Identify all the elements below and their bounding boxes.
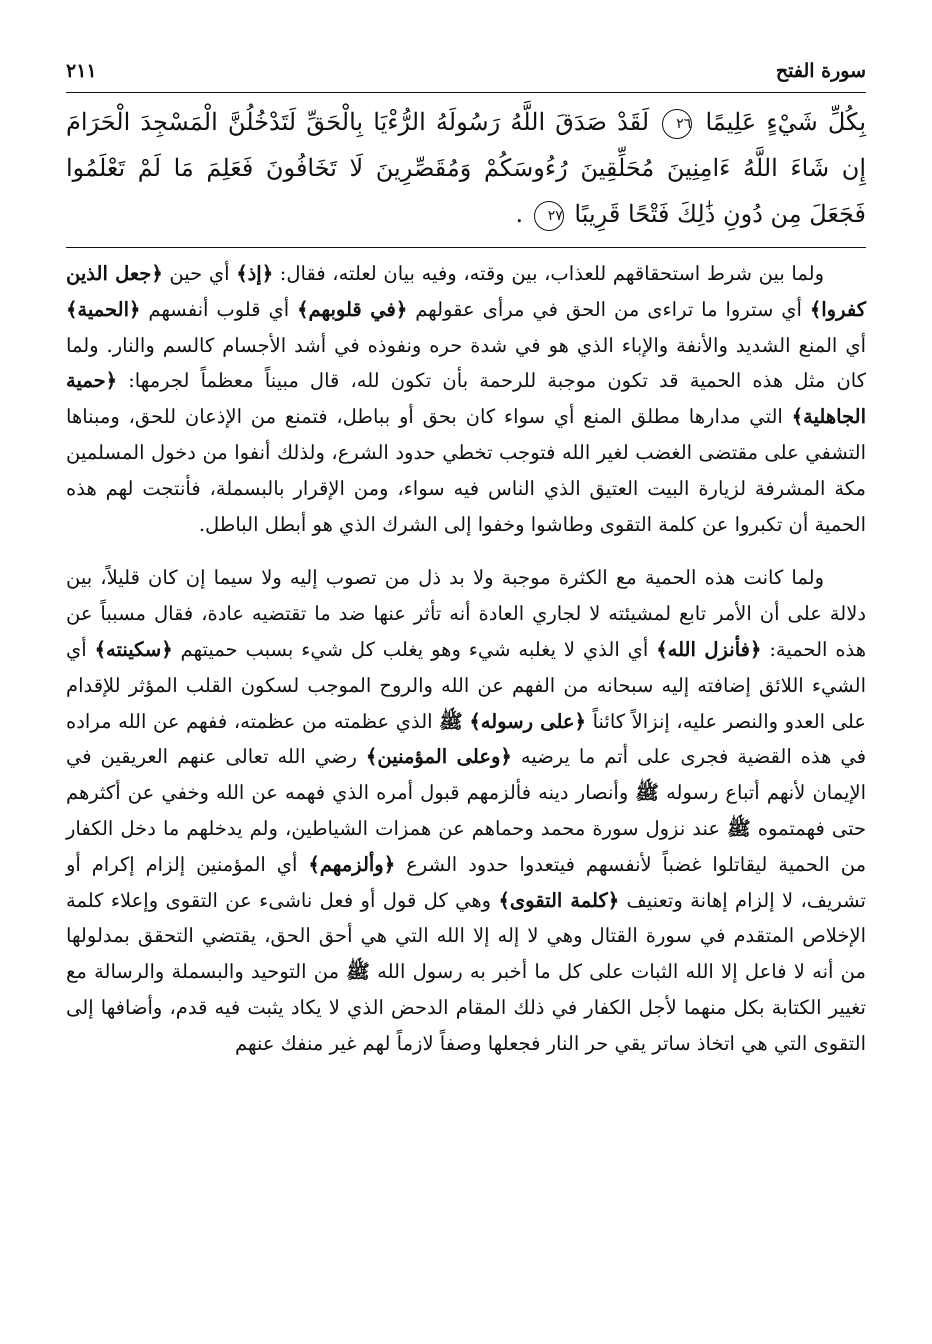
quoted-phrase: ﴿جعل الذين كفروا﴾ [66,262,866,321]
page-number: ٢١١ [66,60,97,82]
text-run: ولما بين شرط استحقاقهم للعذاب، بين وقته، وفيه بيان لعلته، فقال: [279,262,825,285]
text-run: رضي الله تعالى عنهم العريقين في الإيمان لأنهم أتباع رسوله [66,745,866,805]
verse-end-mark: . [515,200,524,228]
text-run: أي حين [169,262,230,285]
quoted-phrase: ﴿وعلى المؤمنين﴾ [365,745,512,769]
paragraph [66,560,866,1061]
text-run: وأنصار دينه فألزمهم قبول أمره الذي فهمه عن الله وخفي عن أكثرهم حتى فهمتموه [66,781,867,840]
quran-verse-block [66,99,866,248]
text-run: أي ستروا ما تراءى من الحق في مرأى عقولهم [415,297,802,321]
text-run: عند نزول سورة محمد وحماهم عن همزات الشياطين، ولم يدخلهم ما دخل الكفار من الحمية ليقاتلوا غضباً لأنفسهم فيتعدوا حدود الشرع [66,816,867,876]
text-run: ولما كانت هذه الحمية مع الكثرة موجبة ولا بد ذل من تصوب إليه ولا سيما إن كان قليلاً، بين دلالة على أن الأمر تابع لمشيئته لا لجاري العادة أنه تأثر عنها ضد ما تقتضيه عادة، فقال مسبباً عن هذه الحمية: [66,566,867,661]
text-run: من التوحيد والبسملة والرسالة مع تغيير الكتابة بكل منهما لأجل الكفار في ذلك المقام الدحض الذي لا يكاد يثبت فيه قدم، وأضافها إلى التقوى التي هي اتخاذ ساتر يقي حر النار فجعلها وصفاً لازماً لهم غير منفك عنهم [66,960,866,1055]
text-run: أي الشيء اللائق إضافته إليه سبحانه من الفهم عن الله والروح الموجب لسكون القلب المؤثر للإقدام على العدو والنصر عليه، إنزالاً كائناً [66,637,867,733]
text-run: التي مدارها مطلق المنع أي سواء كان بحق أو بباطل، فتمنع من الإذعان للحق، ومبناها التشفي على مقتضى الغضب لغير الله فتوجب تخطي حدود الشرع، ولذلك أنفوا من دخول المسلمين مكة المشرفة لزيارة البيت العتيق الذي الناس فيه سواء، ومن الإقرار بالبسملة، فأنتجت لهم هذه الحمية أن تكبروا عن كلمة التقوى وطاشوا وخفوا إلى الشرك الذي هو أبطل الباطل. [66,405,866,536]
text-run: أي الذي لا يغلبه شيء وهو يغلب كل شيء بسبب حميتهم [180,637,649,661]
book-page [66,56,866,1326]
text-run: وهي كل قول أو فعل ناشىء عن التقوى وإعلاء كلمة الإخلاص المتقدم في سورة القتال وهي لا إله إلا الله التي هي أحق الحق، يقتضي التحقق بمدلولها من أنه لا فاعل إلا الله الثبات على كل ما أخبر به رسول الله [66,888,866,984]
salawat-mark: ﷺ [346,960,370,984]
text-run: أي قلوب أنفسهم [148,297,290,321]
text-run: الذي عظمته من عظمته، ففهم عن الله مراده في هذه القضية فجرى على أتم ما يرضيه [66,709,867,769]
verse-number-marker: ٢٧ [534,201,564,231]
paragraph [66,256,866,542]
quoted-phrase: ﴿سكينته﴾ [94,637,173,661]
quoted-phrase: ﴿كلمة التقوى﴾ [498,888,620,912]
surah-title: سورة الفتح [775,60,866,82]
quoted-phrase: ﴿في قلوبهم﴾ [297,297,408,321]
quoted-phrase: ﴿إذ﴾ [236,262,274,285]
commentary-text [66,256,866,1062]
salawat-mark: ﷺ [635,781,659,805]
quoted-phrase: ﴿حمية الجاهلية﴾ [66,369,866,429]
quoted-phrase: ﴿فأنزل الله﴾ [656,637,762,661]
quoted-phrase: ﴿الحمية﴾ [66,297,141,321]
verse-text: بِكُلِّ شَيْءٍ عَلِيمًا [705,108,866,136]
quoted-phrase: ﴿على رسوله﴾ [469,709,586,733]
salawat-mark: ﷺ [439,709,463,733]
quoted-phrase: ﴿وألزمهم﴾ [308,852,396,876]
page-header [66,56,866,93]
text-run: أي المؤمنين إلزام إكرام أو تشريف، لا إلزام إهانة وتعنيف [66,852,866,912]
verse-number-marker: ٢٦ [662,109,692,139]
salawat-mark: ﷺ [727,816,751,840]
verse-text: لَقَدْ صَدَقَ اللَّهُ رَسُولَهُ الرُّءْيَا بِالْحَقِّ لَتَدْخُلُنَّ الْمَسْجِدَ الْحَرَامَ إِن شَاءَ اللَّهُ ءَامِنِينَ مُحَلِّقِينَ رُءُوسَكُمْ وَمُقَصِّرِينَ لَا تَخَافُونَ فَعَلِمَ مَا لَمْ تَعْلَمُوا فَجَعَلَ مِن دُونِ ذَٰلِكَ فَتْحًا قَرِيبًا [66,108,866,228]
text-run: أي المنع الشديد والأنفة والإباء الذي هو في شدة حره ونفوذه في أشد الأجسام كالسم والنار. ولما كان مثل هذه الحمية قد تكون موجبة للرحمة بأن تكون لله، قال مبيناً معظماً لجرمها: [66,333,866,393]
